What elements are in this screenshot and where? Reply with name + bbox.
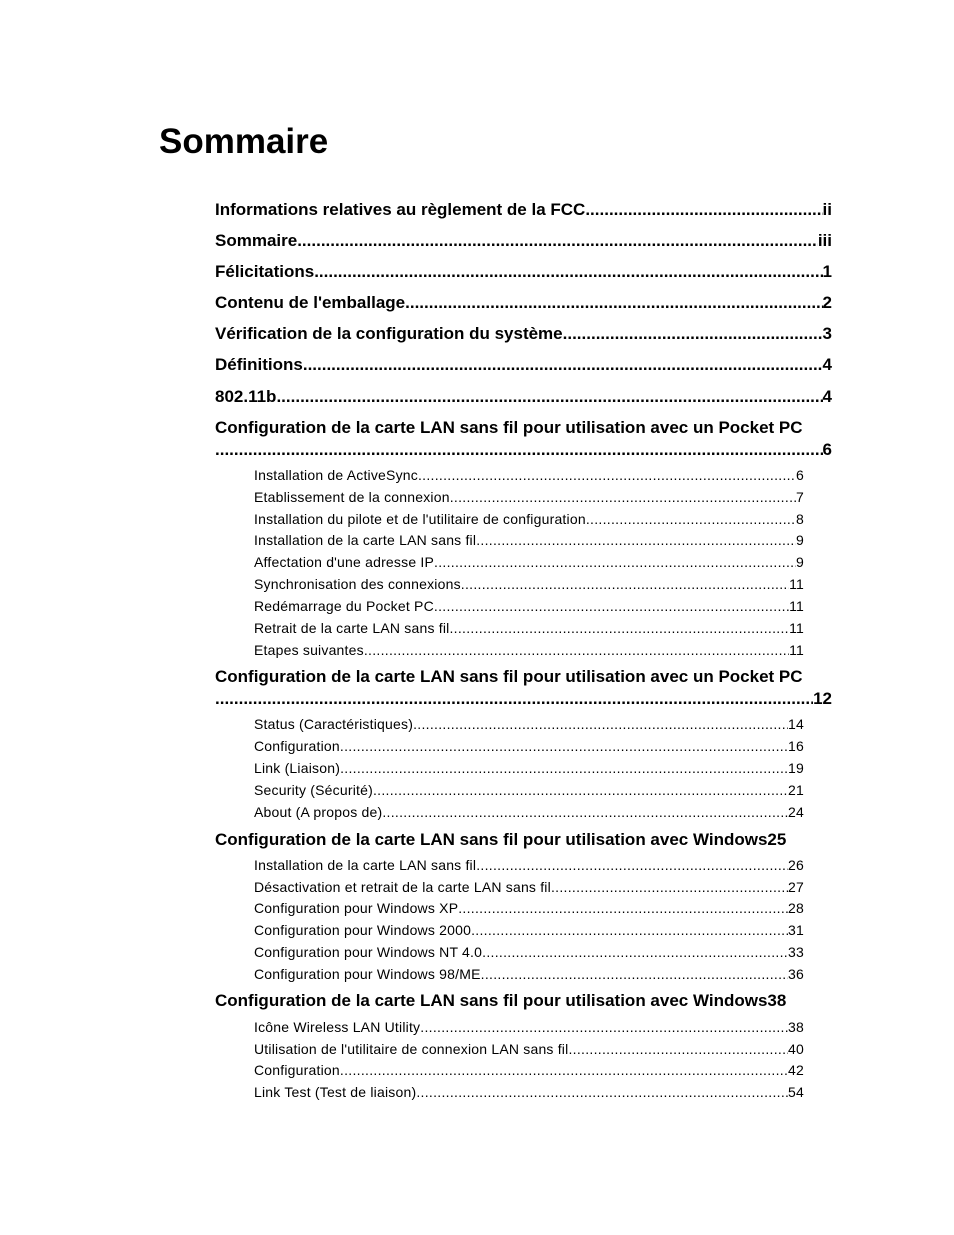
toc-subentry-label: Affectation d'une adresse IP <box>254 554 435 570</box>
toc-subentry-page: 54 <box>788 1084 804 1100</box>
toc-leader <box>471 921 788 939</box>
toc-subentry-page: 11 <box>789 642 804 658</box>
toc-entry-page: 3 <box>822 324 832 343</box>
toc-subentry[interactable] <box>254 619 804 637</box>
toc-subentry-label: Etablissement de la connexion <box>254 489 450 505</box>
toc-leader <box>314 261 822 283</box>
toc-subentry-page: 16 <box>788 738 804 754</box>
toc-subentry-label: Security (Sécurité) <box>254 782 373 798</box>
toc-entry-label: Configuration de la carte LAN sans fil pour utilisation avec Windows <box>215 991 768 1010</box>
toc-subentry-label: Installation du pilote et de l'utilitaire de configuration <box>254 511 586 527</box>
toc-subentry[interactable] <box>254 737 804 755</box>
toc-subentry[interactable] <box>254 759 804 777</box>
toc-leader <box>449 619 789 637</box>
toc-leader <box>340 759 788 777</box>
toc-section-heading[interactable] <box>215 829 832 851</box>
toc-subentry-page: 33 <box>788 944 804 960</box>
toc-subentry-page: 42 <box>788 1062 804 1078</box>
toc-entry-label: Sommaire <box>215 231 298 250</box>
toc-subentry[interactable] <box>254 899 804 917</box>
toc-subentry-page: 21 <box>788 782 804 798</box>
toc-subentry[interactable] <box>254 803 804 821</box>
toc-leader <box>482 943 788 961</box>
toc-subentry[interactable] <box>254 510 804 528</box>
toc-section-heading[interactable]: Configuration de la carte LAN sans fil pour utilisation avec un Pocket PC <box>215 418 803 437</box>
toc-subentry-label: Link Test (Test de liaison) <box>254 1084 417 1100</box>
toc-subentry[interactable] <box>254 856 804 874</box>
toc-entry-page: 2 <box>822 293 832 312</box>
toc-subentry-page: 38 <box>788 1019 804 1035</box>
toc-leader <box>276 386 822 408</box>
toc-subentry-page: 27 <box>788 879 804 895</box>
toc-entry-page: 6 <box>822 440 832 459</box>
toc-entry-label: Configuration de la carte LAN sans fil pour utilisation avec Windows <box>215 830 768 849</box>
toc-entry-page: 25 <box>767 830 787 849</box>
toc-subentry[interactable] <box>254 878 804 896</box>
toc-entry-page: 4 <box>822 355 832 374</box>
toc-subentry-label: Configuration <box>254 1062 340 1078</box>
toc-subentry[interactable] <box>254 1018 804 1036</box>
toc-subentry-page: 11 <box>789 598 804 614</box>
toc-subentry[interactable] <box>254 597 804 615</box>
toc-subentry-label: Configuration pour Windows 2000 <box>254 922 472 938</box>
toc-subentry[interactable] <box>254 965 804 983</box>
toc-leader <box>215 439 823 461</box>
toc-subentry-page: 6 <box>796 467 804 483</box>
toc-subentry-page: 7 <box>796 489 804 505</box>
toc-subentry-label: Synchronisation des connexions <box>254 576 461 592</box>
toc-entry-label: Félicitations <box>215 262 315 281</box>
toc-subentry-page: 40 <box>788 1041 804 1057</box>
toc-leader <box>476 856 788 874</box>
toc-leader <box>563 323 823 345</box>
toc-leader <box>476 531 796 549</box>
toc-entry-page: 38 <box>767 991 787 1010</box>
toc-entry-page: ii <box>822 200 832 219</box>
toc-subentry-label: Retrait de la carte LAN sans fil <box>254 620 450 636</box>
toc-subentry[interactable] <box>254 781 804 799</box>
page-title: Sommaire <box>159 122 329 161</box>
toc-subentry[interactable] <box>254 553 804 571</box>
toc-subentry-page: 28 <box>788 900 804 916</box>
toc-subentry[interactable] <box>254 921 804 939</box>
toc-section-leader-line <box>215 688 832 710</box>
toc-subentry[interactable] <box>254 1040 804 1058</box>
toc-subentry[interactable] <box>254 641 804 659</box>
toc-entry-page: iii <box>817 231 832 250</box>
toc-leader <box>416 1083 788 1101</box>
toc-subentry-label: Icône Wireless LAN Utility <box>254 1019 421 1035</box>
toc-entry[interactable] <box>215 261 832 283</box>
toc-subentry-label: Installation de la carte LAN sans fil <box>254 857 477 873</box>
toc-leader <box>405 292 822 314</box>
toc-leader <box>434 553 796 571</box>
toc-leader <box>586 510 796 528</box>
toc-subentry[interactable] <box>254 1083 804 1101</box>
toc-entry[interactable] <box>215 323 832 345</box>
toc-section-heading[interactable]: Configuration de la carte LAN sans fil pour utilisation avec un Pocket PC <box>215 667 803 686</box>
toc-leader <box>303 354 823 376</box>
toc-subentry-label: About (A propos de) <box>254 804 383 820</box>
toc-subentry-page: 9 <box>796 554 804 570</box>
toc-subentry-page: 8 <box>796 511 804 527</box>
toc-entry-page: 12 <box>813 689 832 708</box>
toc-leader <box>450 488 796 506</box>
toc-subentry-page: 19 <box>788 760 804 776</box>
toc-subentry-label: Etapes suivantes <box>254 642 364 658</box>
toc-entry[interactable] <box>215 292 832 314</box>
toc-subentry[interactable] <box>254 466 804 484</box>
toc-leader <box>434 597 789 615</box>
toc-entry-page: 1 <box>822 262 832 281</box>
toc-subentry-label: Configuration <box>254 738 340 754</box>
toc-leader <box>420 1018 788 1036</box>
toc-subentry-page: 11 <box>789 576 804 592</box>
toc-subentry-page: 11 <box>789 620 804 636</box>
toc-subentry-label: Status (Caractéristiques) <box>254 716 414 732</box>
toc-entry-page: 4 <box>822 387 832 406</box>
toc-subentry[interactable] <box>254 715 804 733</box>
toc-subentry-label: Configuration pour Windows 98/ME <box>254 966 481 982</box>
toc-leader <box>382 803 788 821</box>
toc-subentry-label: Configuration pour Windows XP <box>254 900 459 916</box>
toc-entry-label: Vérification de la configuration du système <box>215 324 563 343</box>
toc-subentry[interactable] <box>254 531 804 549</box>
toc-section-heading[interactable] <box>215 990 832 1012</box>
toc-leader <box>585 199 822 221</box>
toc-leader <box>418 466 796 484</box>
toc-leader <box>364 641 789 659</box>
toc-subentry-label: Installation de la carte LAN sans fil <box>254 532 477 548</box>
toc-leader <box>340 737 788 755</box>
toc-entry[interactable] <box>215 386 832 408</box>
toc-subentry-label: Redémarrage du Pocket PC <box>254 598 434 614</box>
toc-subentry[interactable] <box>254 575 804 593</box>
toc-subentry-label: Link (Liaison) <box>254 760 341 776</box>
toc-subentry-page: 24 <box>788 804 804 820</box>
toc-section-leader-line <box>215 439 832 461</box>
toc-leader <box>340 1061 788 1079</box>
toc-subentry[interactable] <box>254 1061 804 1079</box>
toc-subentry[interactable] <box>254 488 804 506</box>
toc-subentry-label: Utilisation de l'utilitaire de connexion LAN sans fil <box>254 1041 569 1057</box>
toc-entry[interactable] <box>215 230 832 252</box>
toc-leader <box>297 230 818 252</box>
toc-subentry-page: 14 <box>788 716 804 732</box>
toc-leader <box>413 715 788 733</box>
toc-leader <box>551 878 788 896</box>
toc-leader <box>481 965 788 983</box>
toc-subentry-label: Désactivation et retrait de la carte LAN sans fil <box>254 879 551 895</box>
toc-leader <box>568 1040 788 1058</box>
toc-subentry[interactable] <box>254 943 804 961</box>
toc-leader <box>458 899 788 917</box>
toc-entry-label: Informations relatives au règlement de la FCC <box>215 200 586 219</box>
toc-subentry-label: Configuration pour Windows NT 4.0 <box>254 944 483 960</box>
toc-subentry-label: Installation de ActiveSync <box>254 467 418 483</box>
toc-subentry-page: 26 <box>788 857 804 873</box>
toc-leader <box>215 688 813 710</box>
toc-subentry-page: 36 <box>788 966 804 982</box>
toc-leader <box>461 575 789 593</box>
toc-leader <box>373 781 788 799</box>
toc-entry-label: Contenu de l'emballage <box>215 293 406 312</box>
toc-entry-label: 802.11b <box>215 387 277 406</box>
toc-subentry-page: 31 <box>788 922 804 938</box>
toc-subentry-page: 9 <box>796 532 804 548</box>
toc-entry[interactable] <box>215 199 832 221</box>
toc-entry[interactable] <box>215 354 832 376</box>
toc-entry-label: Définitions <box>215 355 303 374</box>
